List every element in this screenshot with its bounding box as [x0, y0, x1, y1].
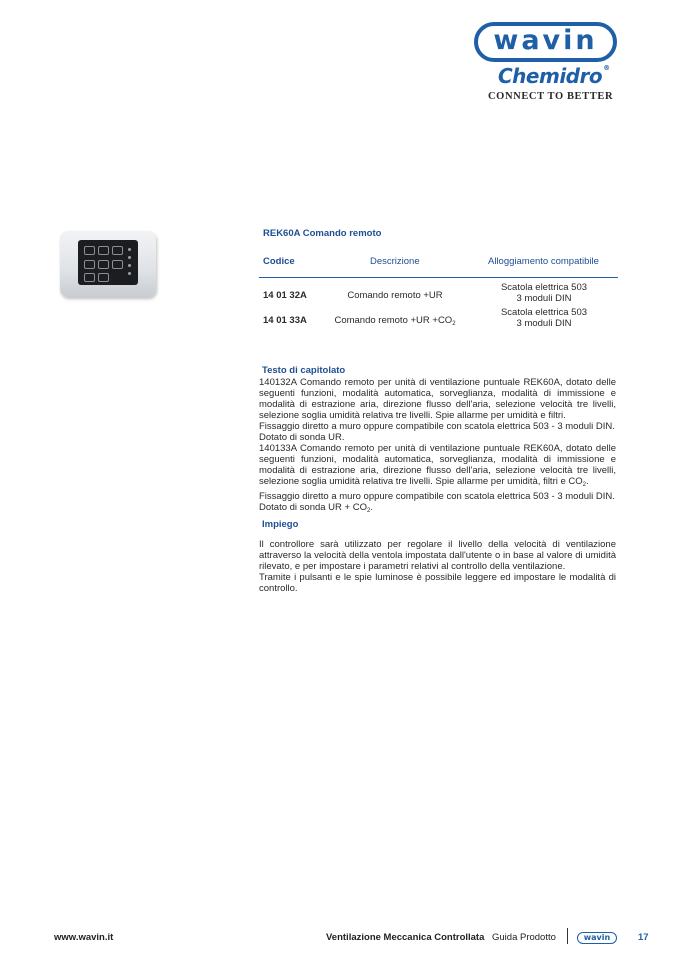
impiego-paragraph: Il controllore sarà utilizzato per regolare il livello della velocità di ventilazione attraverso la velocità della ventola impostata dall'utente o in base al valore di umidità rilevato, e per impostare i parametri relativi al controllo della ventilazione. [259, 539, 616, 572]
row-2-description-text: Comando remoto +UR +CO [334, 315, 453, 326]
row-1-description-text: Comando remoto +UR [347, 290, 443, 301]
panel-button [112, 260, 123, 269]
footer-website-link[interactable]: www.wavin.it [54, 932, 114, 943]
panel-button [98, 246, 109, 255]
column-header-description: Descrizione [370, 256, 420, 267]
row-2-housing-line-2: 3 moduli DIN [516, 318, 572, 329]
row-1-code: 14 01 32A [263, 290, 307, 301]
product-title: REK60A Comando remoto [263, 228, 382, 239]
capitolato-paragraph: 140132A Comando remoto per unità di ventilazione puntuale REK60A, dotato delle seguenti funzioni, modalità automatica, sorveglianza, modalità di immissione e modalità di estrazione aria, direzione flusso dell'aria, selezione velocità tre livelli, selezione soglia umidità relativa tre livelli. Spie allarme per umidità e filtri. [259, 377, 616, 421]
footer-logo-text: wavin [583, 933, 611, 942]
status-led [128, 264, 131, 267]
row-2-description-subscript: 2 [452, 321, 456, 327]
panel-button [84, 246, 95, 255]
row-2-code: 14 01 33A [263, 315, 307, 326]
footer-doc-title: Ventilazione Meccanica Controllata [326, 932, 485, 943]
footer-wavin-logo [577, 932, 617, 944]
registered-mark: ® [603, 64, 610, 72]
chemidro-logo [498, 64, 610, 88]
wavin-logo-text: wavin [493, 25, 598, 56]
row-1-description [315, 290, 475, 301]
capitolato-paragraph [259, 443, 616, 491]
panel-button [112, 246, 123, 255]
status-led [128, 248, 131, 251]
panel-button [98, 273, 109, 282]
co2-subscript: 2 [582, 482, 587, 488]
co2-subscript: 2 [366, 508, 371, 514]
capitolato-paragraph: Fissaggio diretto a muro oppure compatibile con scatola elettrica 503 - 3 moduli DIN. [259, 491, 615, 502]
capitolato-paragraph [259, 502, 616, 517]
panel-button [84, 273, 95, 282]
status-led [128, 272, 131, 275]
page-number: 17 [638, 932, 649, 943]
row-1-housing [474, 282, 614, 304]
section-title-capitolato: Testo di capitolato [262, 365, 346, 376]
capitolato-paragraph: Fissaggio diretto a muro oppure compatibile con scatola elettrica 503 - 3 moduli DIN. [259, 421, 615, 432]
row-1-housing-line-1: Scatola elettrica 503 [500, 282, 588, 293]
status-led [128, 256, 131, 259]
table-header-rule [259, 277, 618, 278]
column-header-housing: Alloggiamento compatibile [488, 256, 599, 267]
panel-button [98, 260, 109, 269]
footer-doc-subtitle: Guida Prodotto [492, 932, 556, 943]
panel-button [84, 260, 95, 269]
row-1-housing-line-2: 3 moduli DIN [516, 293, 572, 304]
product-image-remote-control [60, 231, 156, 297]
row-2-description [315, 315, 475, 327]
capitolato-paragraph-end: . [586, 476, 589, 487]
capitolato-paragraph-text: Dotato di sonda UR + CO [259, 502, 367, 513]
impiego-text [259, 539, 616, 594]
capitolato-paragraph-end: . [370, 502, 373, 513]
impiego-paragraph: Tramite i pulsanti e le spie luminose è possibile leggere ed impostare le modalità di controllo. [259, 572, 616, 594]
column-header-code: Codice [263, 256, 295, 267]
control-panel [78, 240, 138, 285]
capitolato-text [259, 377, 616, 517]
section-title-impiego: Impiego [262, 519, 299, 530]
tagline: CONNECT TO BETTER [488, 91, 614, 102]
footer-divider [567, 928, 568, 944]
row-2-housing [474, 307, 614, 329]
row-2-housing-line-1: Scatola elettrica 503 [500, 307, 588, 318]
chemidro-logo-text: Chemidro [498, 64, 603, 88]
capitolato-paragraph: Dotato di sonda UR. [259, 432, 345, 443]
wavin-logo [474, 22, 617, 62]
capitolato-paragraph-text: 140133A Comando remoto per unità di ventilazione puntuale REK60A, dotato delle seguenti funzioni, modalità automatica, sorveglianza, modalità di immissione e modalità di estrazione aria, direzione flusso dell'aria, selezione velocità tre livelli, selezione soglia umidità relativa tre livelli. Spie allarme per umidità, filtri e CO [259, 443, 616, 487]
